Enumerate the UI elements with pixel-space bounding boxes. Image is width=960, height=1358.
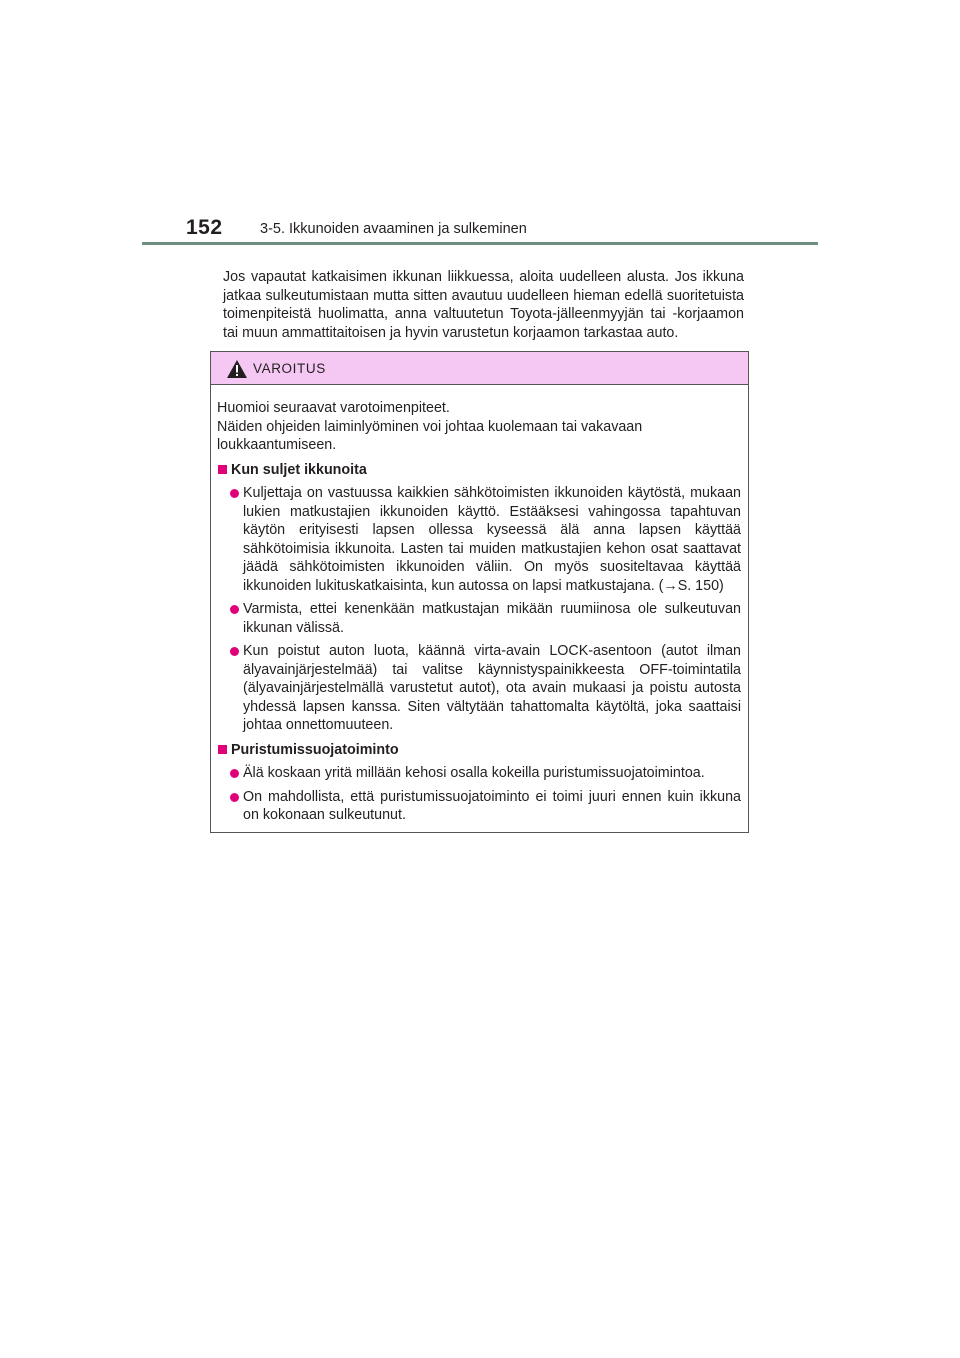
section-heading-label: Puristumissuojatoiminto: [231, 741, 399, 758]
round-bullet-icon: [230, 605, 239, 614]
warning-intro-line2: Näiden ohjeiden laiminlyöminen voi johtaa kuolemaan tai vakavaan loukkaantumiseen.: [217, 418, 643, 453]
bullet-item-text: Kun poistut auton luota, käännä virta-avain LOCK-asentoon (autot ilman älyavainjärjestelmää) tai valitse käynnistyspainikkeesta OFF-toimintatila (älyavainjärjestelmällä varustetut autot), ota avain mukaasi ja poistu autosta yhdessä lapsen kanssa. Siten vältytään tahattomalta käytöltä, joka saattaisi johtaa onnettomuuteen.: [243, 643, 741, 733]
bullet-item: [217, 484, 742, 595]
header-rule: [142, 242, 818, 245]
warning-header: [211, 352, 748, 385]
section-heading-label: Kun suljet ikkunoita: [231, 461, 367, 478]
square-bullet-icon: [218, 465, 227, 474]
page-number: 152: [186, 216, 223, 239]
warning-box: [210, 351, 749, 833]
bullet-item: [217, 642, 742, 735]
bullet-item: [217, 600, 742, 637]
warning-title: VAROITUS: [253, 361, 326, 376]
warning-intro-line1: Huomioi seuraavat varotoimenpiteet.: [217, 400, 450, 416]
round-bullet-icon: [230, 793, 239, 802]
round-bullet-icon: [230, 769, 239, 778]
bullet-item-text: On mahdollista, että puristumissuojatoiminto ei toimi juuri ennen kuin ikkuna on kokonaan sulkeutunut.: [243, 788, 741, 823]
warning-body: [211, 385, 748, 825]
bullet-item: [217, 788, 742, 825]
round-bullet-icon: [230, 647, 239, 656]
intro-paragraph: Jos vapautat katkaisimen ikkunan liikkuessa, aloita uudelleen alusta. Jos ikkuna jatkaa sulkeutumistaan mutta sitten avautuu uudelleen hieman edellä suoritetuista toimenpiteistä huolimatta, anna valtuutetun Toyota-jälleenmyyjän tai -korjaamon tai muun ammattitaitoisen ja hyvin varustetun korjaamon tarkastaa auto.: [223, 269, 744, 341]
round-bullet-icon: [230, 489, 239, 498]
bullet-item: [217, 764, 742, 783]
section-heading: [217, 461, 742, 480]
warning-triangle-icon: [226, 359, 248, 379]
bullet-item-text: Älä koskaan yritä millään kehosi osalla kokeilla puristumissuojatoimintoa.: [243, 765, 705, 781]
bullet-item-text: Varmista, ettei kenenkään matkustajan mikään ruumiinosa ole sulkeutuvan ikkunan välissä.: [243, 601, 741, 636]
square-bullet-icon: [218, 745, 227, 754]
section-heading: [217, 741, 742, 760]
bullet-item-text: Kuljettaja on vastuussa kaikkien sähkötoimisten ikkunoiden käytöstä, mukaan lukien matkustajien ikkunoiden käyttö. Estääksesi vahingossa tapahtuvan käytön erityisesti lapsen ollessa kyseessä älä anna lapsen käyttää sähkötoimisia ikkunoita. Lasten tai muiden matkustajien kehon osat saattavat jäädä sähkötoimisten ikkunoiden väliin. On myös suositeltavaa käyttää ikkunoiden lukituskatkaisinta, kun autossa on lapsi matkustajana. (→S. 150): [243, 485, 741, 594]
section-title: 3-5. Ikkunoiden avaaminen ja sulkeminen: [260, 221, 527, 237]
